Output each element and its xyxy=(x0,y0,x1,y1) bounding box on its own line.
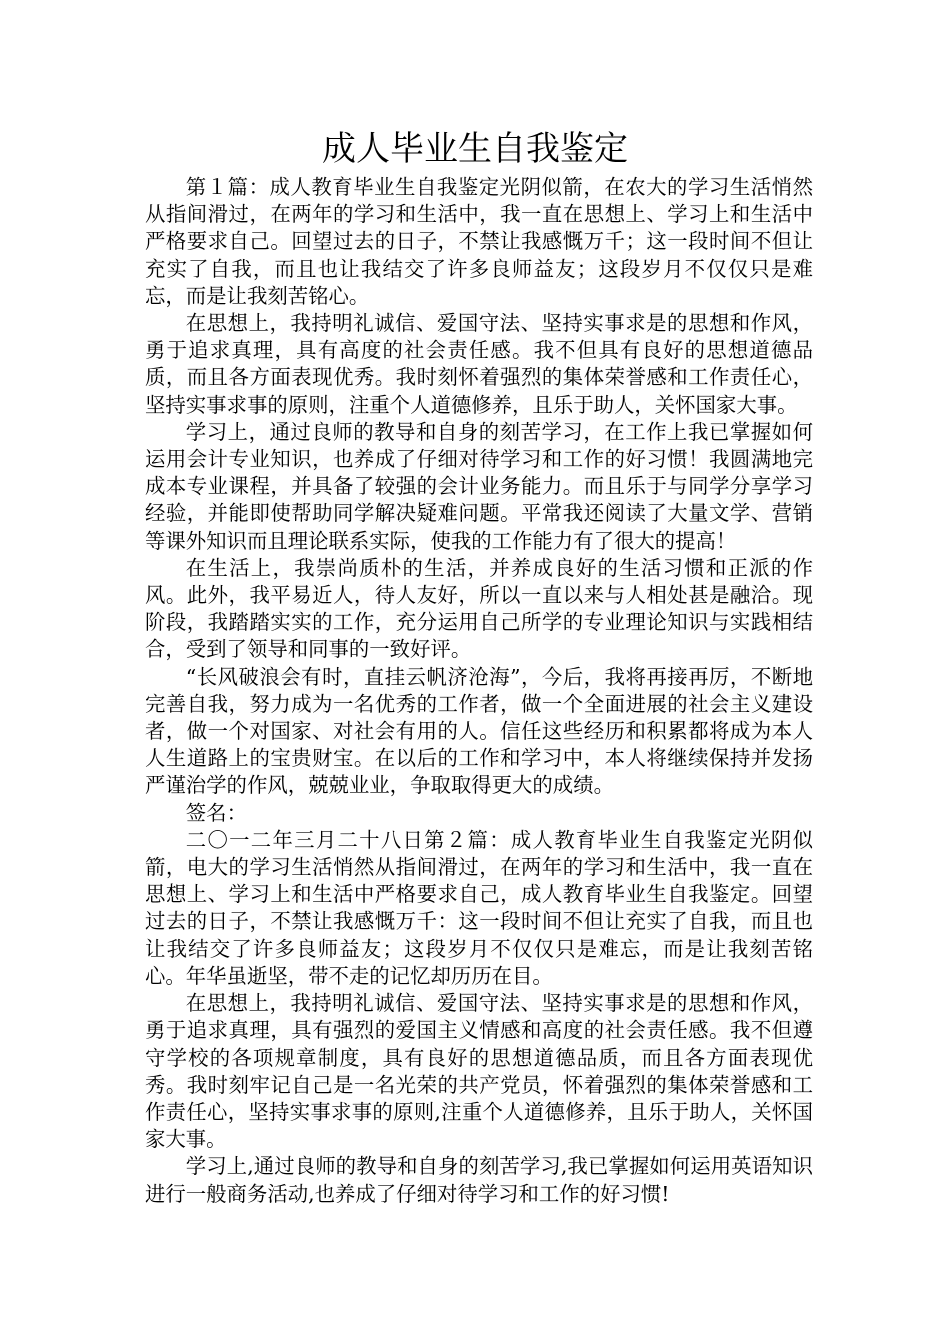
signature-label: 签名： xyxy=(185,800,247,825)
paragraph-3: 学习上，通过良师的教导和自身的刻苦学习，在工作上我已掌握如何运用会计专业知识，也养成了仔细对待学习和工作的好习惯！我圆满地完成本专业课程，并具备了较强的会计业务能力。而且乐于与同学分享学习经验，并能即使帮助同学解决疑难问题。平常我还阅读了大量文学、营销等课外知识而且理论联系实际，使我的工作能力有了很大的提高！ xyxy=(145,419,813,553)
paragraph-7: 二〇一二年三月二十八日第２篇：成人教育毕业生自我鉴定光阴似箭，电大的学习生活悄然从指间滑过，在两年的学习和生活中，我一直在思想上、学习上和生活中严格要求自己，成人教育毕业生自我鉴定。回望过去的日子，不禁让我感慨万千：这一段时间不但让充实了自我，而且也让我结交了许多良师益友；这段岁月不仅仅只是难忘，而是让我刻苦铭心。年华虽逝坚，带不走的记忆却历历在目。 xyxy=(145,827,813,988)
document-body xyxy=(145,174,813,1208)
paragraph-4: 在生活上，我崇尚质朴的生活，并养成良好的生活习惯和正派的作风。此外，我平易近人，待人友好，所以一直以来与人相处甚是融洽。现阶段，我踏踏实实的工作，充分运用自己所学的专业理论知识与实践相结合，受到了领导和同事的一致好评。 xyxy=(145,555,813,662)
paragraph-9: 学习上,通过良师的教导和自身的刻苦学习,我已掌握如何运用英语知识进行一般商务活动,也养成了仔细对待学习和工作的好习惯! xyxy=(145,1154,813,1206)
paragraph-8: 在思想上，我持明礼诚信、爱国守法、坚持实事求是的思想和作风，勇于追求真理，具有强烈的爱国主义情感和高度的社会责任感。我不但遵守学校的各项规章制度，具有良好的思想道德品质，而且各方面表现优秀。我时刻牢记自己是一名光荣的共产党员，怀着强烈的集体荣誉感和工作责任心，坚持实事求事的原则,注重个人道德修养，且乐于助人，关怀国家大事。 xyxy=(145,991,813,1152)
paragraph-1: 第１篇：成人教育毕业生自我鉴定光阴似箭，在农大的学习生活悄然从指间滑过，在两年的学习和生活中，我一直在思想上、学习上和生活中严格要求自己。回望过去的日子，不禁让我感慨万千；这一段时间不但让充实了自我，而且也让我结交了许多良师益友；这段岁月不仅仅只是难忘，而是让我刻苦铭心。 xyxy=(145,175,813,308)
document-title: 成人毕业生自我鉴定 xyxy=(322,129,628,169)
paragraph-5: “长风破浪会有时，直挂云帆济沧海”，今后，我将再接再厉，不断地完善自我，努力成为一名优秀的工作者，做一个全面进展的社会主义建设者，做一个对国家、对社会有用的人。信任这些经历和积累都将成为本人人生道路上的宝贵财宝。在以后的工作和学习中，本人将继续保持并发扬严谨治学的作风，兢兢业业，争取取得更大的成绩。 xyxy=(145,664,813,798)
paragraph-2: 在思想上，我持明礼诚信、爱国守法、坚持实事求是的思想和作风，勇于追求真理，具有高度的社会责任感。我不但具有良好的思想道德品质，而且各方面表现优秀。我时刻怀着强烈的集体荣誉感和工作责任心，坚持实事求事的原则，注重个人道德修养，且乐于助人，关怀国家大事。 xyxy=(145,311,813,417)
